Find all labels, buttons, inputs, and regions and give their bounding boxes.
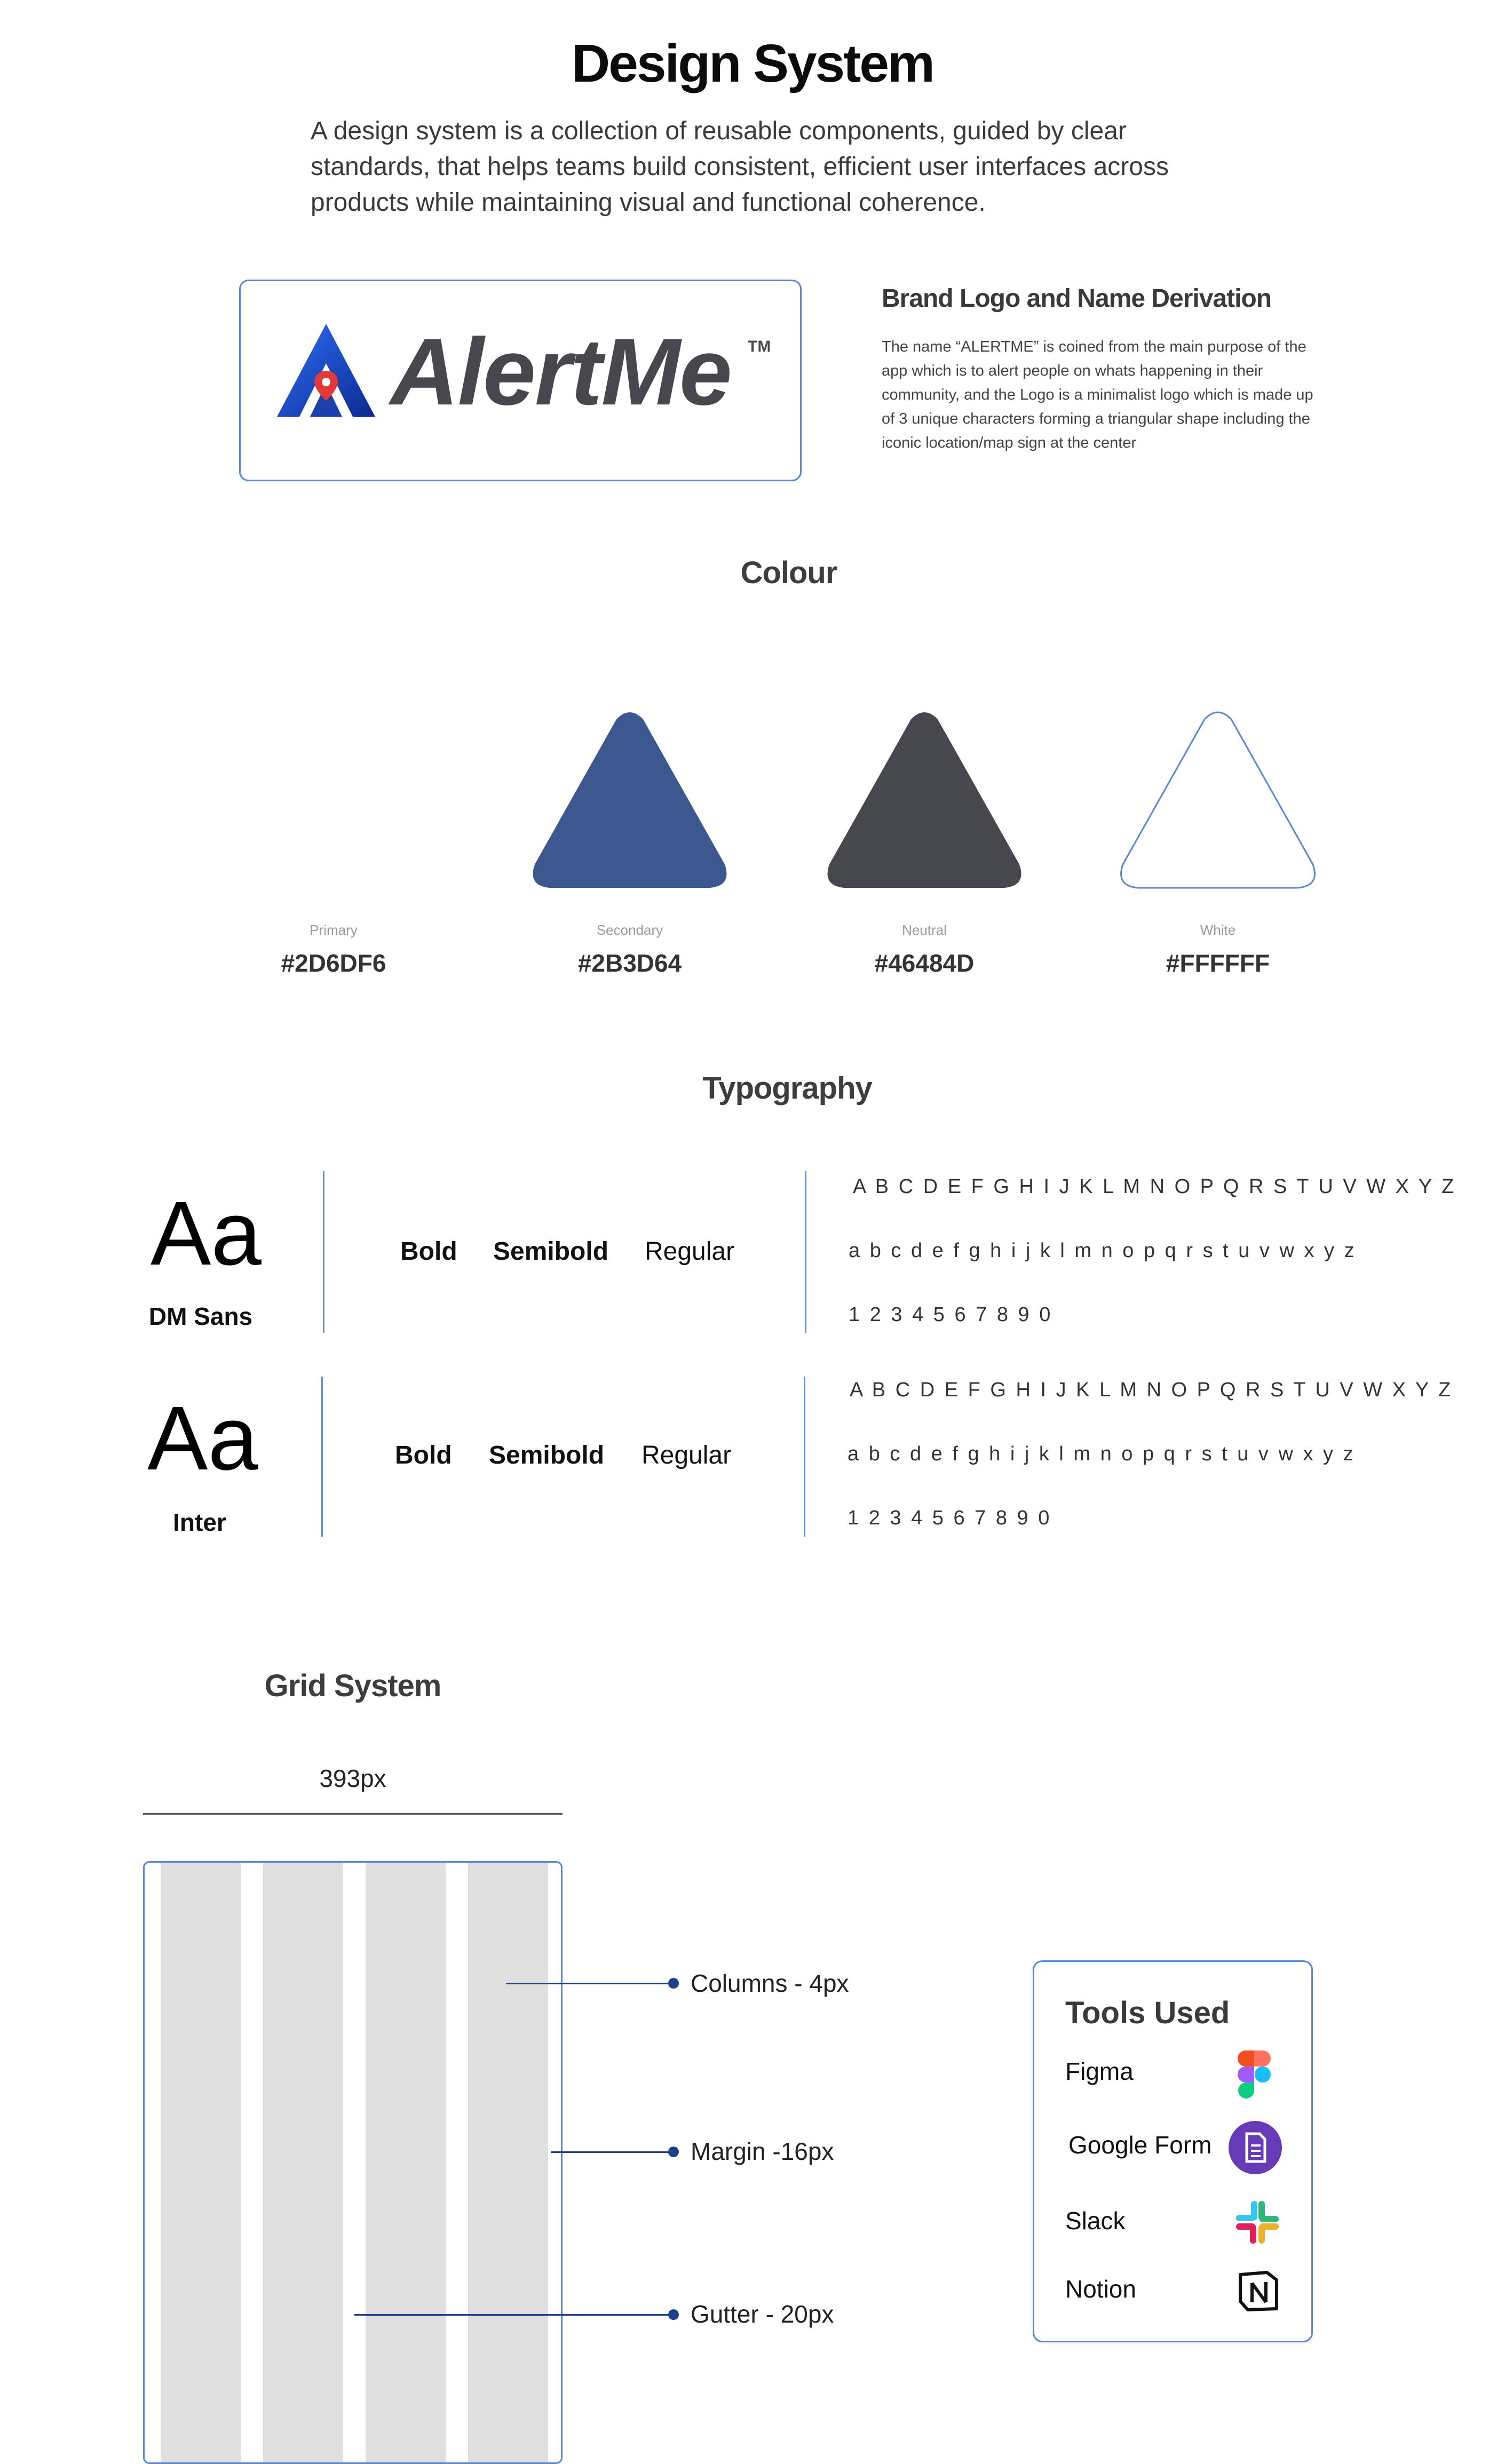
gutter-leader-dot (668, 2309, 679, 2320)
tool-name-notion: Notion (1065, 2275, 1136, 2303)
grid-column (366, 1863, 446, 2464)
intro-text: A design system is a collection of reusable components, guided by clear standards, that helps teams build consistent, efficient user interfaces across products while maintaining visual and functional coherence. (311, 117, 1169, 217)
weight-regular: Regular (645, 1237, 735, 1266)
triangle-location-logo-icon (273, 320, 379, 421)
tools-card (1033, 1960, 1313, 2342)
divider (804, 1377, 805, 1537)
digits: 1 2 3 4 5 6 7 8 9 0 (849, 1303, 1053, 1326)
tool-name-google-form: Google Form (1068, 2131, 1212, 2159)
weight-semibold: Semibold (493, 1237, 609, 1266)
weight-semibold: Semibold (489, 1441, 605, 1469)
uppercase-alphabet: A B C D E F G H I J K L M N O P Q R S T U V W X Y Z (853, 1175, 1456, 1198)
lowercase-alphabet: a b c d e f g h i j k l m n o p q r s t u v w x y z (849, 1239, 1357, 1262)
swatch-hex-primary: #2D6DF6 (281, 949, 386, 977)
figma-icon (1237, 2050, 1271, 2100)
grid-heading: Grid System (264, 1668, 441, 1703)
brand-logo-card (239, 280, 802, 481)
uppercase-alphabet: A B C D E F G H I J K L M N O P Q R S T U V W X Y Z (850, 1379, 1453, 1401)
swatch-label-secondary: Secondary (596, 922, 663, 938)
weight-regular: Regular (641, 1441, 732, 1469)
columns-leader-line (506, 1983, 675, 1984)
swatch-white (1116, 710, 1319, 891)
margin-leader-dot (668, 2147, 679, 2157)
font-sample-dm-sans: Aa (150, 1183, 262, 1284)
digits: 1 2 3 4 5 6 7 8 9 0 (847, 1507, 1052, 1529)
swatch-label-primary: Primary (310, 922, 358, 938)
grid-width-rule (143, 1813, 563, 1815)
typography-heading: Typography (702, 1071, 872, 1106)
weight-bold: Bold (400, 1237, 457, 1266)
font-sample-inter: Aa (147, 1388, 258, 1489)
divider (323, 1171, 324, 1333)
margin-leader-line (551, 2151, 675, 2153)
brand-wordmark: AlertMe (390, 319, 731, 425)
swatch-label-white: White (1200, 922, 1236, 938)
swatch-hex-neutral: #46484D (874, 949, 975, 977)
colour-heading: Colour (740, 555, 837, 590)
grid-column (468, 1863, 548, 2464)
grid-preview (143, 1861, 563, 2464)
gutter-leader-line (354, 2314, 675, 2316)
columns-label: Columns - 4px (691, 1969, 849, 1997)
swatch-hex-secondary: #2B3D64 (577, 949, 682, 977)
gutter-label: Gutter - 20px (691, 2300, 834, 2328)
tools-heading: Tools Used (1065, 1996, 1230, 2030)
swatch-neutral (823, 710, 1026, 891)
lowercase-alphabet: a b c d e f g h i j k l m n o p q r s t u v w x y z (847, 1443, 1356, 1465)
font-name-inter: Inter (173, 1508, 226, 1536)
font-name-dm-sans: DM Sans (148, 1302, 253, 1330)
grid-width-label: 393px (319, 1764, 386, 1792)
divider (805, 1171, 806, 1333)
swatch-secondary (528, 710, 731, 891)
margin-label: Margin -16px (691, 2137, 834, 2165)
weight-bold: Bold (395, 1441, 452, 1469)
swatch-hex-white: #FFFFFF (1166, 949, 1270, 977)
swatch-label-neutral: Neutral (902, 922, 947, 938)
notion-icon (1237, 2269, 1280, 2312)
tool-name-slack: Slack (1065, 2207, 1126, 2235)
tool-name-figma: Figma (1065, 2057, 1134, 2085)
brand-heading: Brand Logo and Name Derivation (882, 284, 1272, 313)
google-form-icon (1229, 2121, 1282, 2174)
columns-leader-dot (668, 1978, 679, 1989)
brand-description: The name “ALERTME” is coined from the main purpose of the app which is to alert people on whats happening in their community, and the Logo is a minimalist logo which is made up of 3 unique characters forming a triangular shape including the iconic location/map sign at the center (882, 338, 1313, 451)
trademark-mark: TM (748, 338, 771, 355)
swatch-primary (232, 710, 435, 891)
grid-column (161, 1863, 241, 2464)
page-title: Design System (572, 34, 933, 93)
slack-icon (1234, 2199, 1281, 2246)
divider (321, 1377, 323, 1537)
grid-column (263, 1863, 343, 2464)
